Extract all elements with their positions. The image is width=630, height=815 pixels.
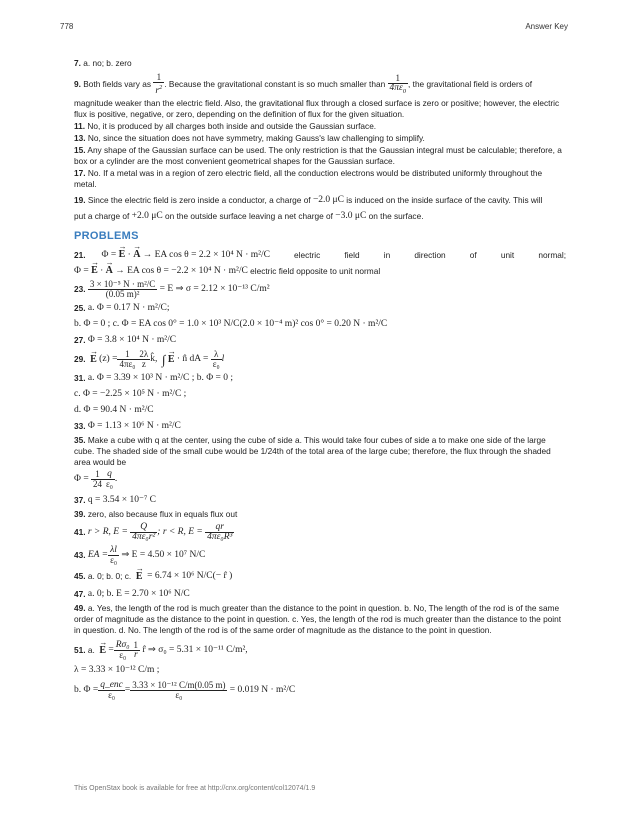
- footer-note: This OpenStax book is available for free at http://cnx.org/content/col12074/1.9: [74, 785, 316, 792]
- section-title: Answer Key: [525, 22, 568, 31]
- integral-body: · n̂ dA =: [176, 353, 209, 364]
- field-vector: → E: [99, 645, 106, 656]
- answer-text: . Because the gravitational constant is so much smaller than: [164, 79, 386, 90]
- answer-text: Any shape of the Gaussian surface can be used. The only restriction is that the Gaussian integral must be calculable; therefore, a box or a cylinder are the most convenient geometrical shapes for the Gaussian surface.: [74, 145, 562, 167]
- problem-number: 37.: [74, 494, 86, 505]
- lambda-fraction: $\frac{\lambda l}{\text{ε₀}}$: [110, 544, 118, 565]
- problem-29: [74, 349, 566, 369]
- problem-41: [74, 521, 566, 543]
- answer-number: 15.: [74, 145, 86, 156]
- charge-density-fraction: $\frac{\text{Rσ₀}}{\text{ε₀}}$: [115, 639, 130, 660]
- field-vector: → E: [136, 571, 143, 582]
- answer-text: No, since the situation does not have symmetry, making Gauss's law challenging to simplify.: [87, 133, 425, 144]
- problem-31: [74, 371, 566, 417]
- problem-33: [74, 419, 566, 433]
- answer-19: [74, 193, 566, 223]
- problem-number: 47.: [74, 588, 86, 599]
- answer-text: No, it is produced by all charges both inside and outside the Gaussian surface.: [87, 121, 377, 132]
- integral-sign: ∫: [162, 351, 166, 367]
- problem-49: [74, 603, 566, 636]
- problem-47: [74, 587, 566, 601]
- field-vector: → E: [90, 354, 97, 365]
- field-lhs: (z) =: [99, 353, 118, 364]
- equation-lhs: EA =: [87, 549, 109, 560]
- flux-result: → EA cos θ = −2.2 × 10⁴ N · m²/C: [115, 265, 248, 276]
- problem-23: [74, 280, 566, 299]
- answer-number: 7.: [74, 58, 81, 68]
- answer-text: Both fields vary as: [83, 79, 152, 90]
- enclosed-charge-fraction: $\frac{\text{q\_enc}}{\text{ε₀}}$: [100, 679, 123, 700]
- answer-part-bc: b. Φ = 0 ; c. Φ = EA cos 0° = 1.0 × 10³ N/C(2.0 × 10⁻⁴ m)² cos 0° = 0.20 N · m²/C: [74, 318, 388, 329]
- area-fraction: $\frac{1}{24}$: [93, 468, 102, 489]
- linear-density-result: λ = 3.33 × 10⁻¹² C/m ;: [74, 664, 160, 675]
- problem-number: 21.: [74, 249, 86, 260]
- case-inside: ; r < R, E =: [157, 526, 203, 537]
- answer-13: [74, 133, 566, 144]
- problem-39: [74, 509, 566, 520]
- problem-37: [74, 493, 566, 507]
- problem-45: [74, 567, 566, 585]
- equation-result: = E ⇒ σ = 2.12 × 10⁻¹³ C/m²: [159, 284, 270, 295]
- answer-9: [74, 73, 566, 120]
- numeric-fraction: $\frac{\text{3.33 × 10⁻¹² C/m(0.05 m)}}{\text{ε₀}}$: [132, 679, 226, 700]
- answer-text: a. no; b. zero: [83, 58, 132, 68]
- inverse-r-fraction: $\frac{1}{r}$: [133, 639, 139, 660]
- flux-note: electric field opposite to unit normal: [250, 265, 381, 276]
- equation-result: = 0.019 N · m²/C: [229, 684, 296, 695]
- answer-part-c: c. Φ = −2.25 × 10⁵ N · m²/C ;: [74, 388, 187, 399]
- charge-value: −2.0 μC: [312, 194, 344, 205]
- equation-result: r̂ ⇒ σ₀ = 5.31 × 10⁻¹¹ C/m²,: [142, 644, 248, 655]
- field-result: a. 0; b. E = 2.70 × 10⁶ N/C: [87, 588, 190, 599]
- answer-content: [74, 58, 566, 703]
- charge-result: q = 3.54 × 10⁻⁷ C: [87, 494, 156, 505]
- answer-number: 9.: [74, 79, 81, 90]
- answer-text: Since the electric field is zero inside a conductor, a charge of: [87, 194, 311, 205]
- flux-symbol: Φ =: [74, 473, 89, 484]
- problem-27: [74, 333, 566, 347]
- answer-number: 13.: [74, 133, 86, 144]
- answer-parts: a. 0; b. 0; c.: [87, 570, 132, 581]
- flux-equation: Φ = → E · → A: [74, 265, 113, 277]
- field-result: = 6.74 × 10⁶ N/C(− r̂ ): [147, 570, 233, 581]
- answer-11: [74, 121, 566, 132]
- answer-text: , the gravitational field is orders of: [408, 79, 533, 90]
- flux-note: electric field in direction of unit normal;: [294, 249, 566, 260]
- problem-21: [74, 248, 566, 278]
- answer-part-ab: a. Φ = 3.39 × 10³ N · m²/C ; b. Φ = 0 ;: [87, 372, 234, 383]
- lambda-fraction: $\frac{2\lambda}{z}$: [139, 348, 149, 369]
- charge-fraction: $\frac{q}{\text{ε₀}}$: [106, 468, 113, 489]
- flux-result: → EA cos θ = 2.2 × 10⁴ N · m²/C: [142, 249, 270, 260]
- problem-number: 51.: [74, 644, 86, 655]
- problem-number: 41.: [74, 526, 86, 537]
- problem-51: 51. a. → E = $\frac{\text{Rσ₀}}{\text{ε₀}}$ $\frac{1}{r}$ r̂ ⇒ σ₀ = 5.31 × 10⁻¹¹ C/m², λ = 3.33 × 10⁻¹² C/m ; b. Φ = $\frac{\text{q\_enc}}{\text{ε₀}}$ = $\frac{\text{3.33 × 10⁻¹² C/m(0.05 m)}}{\text{ε₀}}$ = 0.019 N · m²/C: [74, 639, 566, 701]
- answer-text: is induced on the inside surface of the cavity. This will: [346, 194, 543, 205]
- page-number: 778: [60, 22, 74, 31]
- answer-15: [74, 145, 566, 167]
- flux-equation: Φ = → E · → A: [102, 249, 141, 261]
- problem-25: [74, 301, 566, 331]
- answer-text: on the surface.: [368, 210, 424, 221]
- coulomb-fraction: $\frac{1}{\text{4πε₀}}$: [119, 348, 136, 369]
- problem-43: [74, 545, 566, 565]
- answer-text: on the outside surface leaving a net charge of: [165, 210, 333, 221]
- problem-number: 31.: [74, 372, 86, 383]
- result-fraction: $\frac{\lambda}{\text{ε₀}}$: [212, 348, 220, 369]
- case-outside: r > R, E =: [87, 526, 128, 537]
- problem-35: 35. Make a cube with q at the center, using the cube of side a. This would take four cubes of side a to make one side of the large cube. The shaded side of the small cube would be 1/24th of the total area of the large cube; therefore, the flux through the shaded area would be Φ = $\frac{1}{24}$ $\frac{q}{\text{ε₀}}$ .: [74, 435, 551, 489]
- part-b-lhs: b. Φ =: [74, 684, 99, 695]
- problem-number: 45.: [74, 570, 86, 581]
- problem-number: 25.: [74, 302, 86, 313]
- flux-result: Φ = 1.13 × 10⁶ N · m²/C: [87, 420, 181, 431]
- problem-number: 35.: [74, 435, 86, 446]
- answer-text: No. If a metal was in a region of zero electric field, all the conduction electrons would be distributed uniformly throughout the metal.: [74, 168, 543, 190]
- answer-number: 17.: [74, 168, 86, 179]
- problem-text: Make a cube with q at the center, using the cube of side a. This would take four cubes of side a to make one side of the large cube. The shaded side of the small cube would be 1/24th of the total area of the large cube; therefore, the flux through the shaded area would be: [74, 435, 551, 468]
- problem-number: 33.: [74, 420, 86, 431]
- answer-number: 19.: [74, 194, 86, 205]
- length-symbol: l: [221, 353, 225, 364]
- equation-result: ⇒ E = 4.50 × 10⁷ N/C: [121, 549, 206, 560]
- answer-part-d: d. Φ = 90.4 N · m²/C: [74, 404, 154, 415]
- inverse-square-fraction: $\frac{1}{r^2}$: [155, 72, 163, 97]
- charge-value: +2.0 μC: [131, 210, 163, 221]
- answer-text: magnitude weaker than the electric field. Also, the gravitational flux through a closed surface is zero or positive; however, the electric flux is positive, negative, or zero, depending on the definition of flux for the given situation.: [74, 98, 560, 120]
- field-inside-fraction: $\frac{qr}{\text{4πε₀R³}}$: [207, 521, 233, 542]
- coulomb-constant-fraction: $\frac{1}{4\pi\varepsilon_0}$: [389, 72, 407, 95]
- charge-value: −3.0 μC: [335, 210, 367, 221]
- problem-text: zero, also because flux in equals flux out: [87, 509, 238, 520]
- answer-part-a: a. Φ = 0.17 N · m²/C;: [87, 302, 170, 313]
- flux-result: Φ = 3.8 × 10⁴ N · m²/C: [87, 334, 177, 345]
- field-outside-fraction: $\frac{Q}{\text{4πε₀r²}}$: [132, 521, 156, 542]
- problem-number: 39.: [74, 509, 86, 520]
- unit-vector: k̂,: [150, 353, 158, 364]
- problem-number: 49.: [74, 603, 86, 614]
- problems-heading: PROBLEMS: [74, 230, 139, 243]
- problem-text: a. Yes, the length of the rod is much greater than the distance to the point in question. b. No, The length of the rod is of the same order of magnitude as the distance to the point in question. c. Yes, the length of the rod is much greater than the distance to the point in question. d. No. The length of the rod is of the same order of magnitude as the distance to the point in question.: [74, 603, 562, 636]
- problem-number: 23.: [74, 284, 86, 295]
- field-vector: → E: [168, 354, 175, 365]
- problem-number: 29.: [74, 353, 86, 364]
- answer-7: [74, 58, 566, 69]
- flux-fraction: $\frac{\text{3 × 10⁻⁵ N · m²/C}}{\text{(0.05 m)²}}$: [89, 279, 156, 300]
- answer-text: put a charge of: [74, 210, 130, 221]
- problem-number: 27.: [74, 334, 86, 345]
- answer-17: [74, 168, 566, 190]
- part-label: a.: [87, 644, 95, 655]
- problem-number: 43.: [74, 549, 86, 560]
- answer-number: 11.: [74, 121, 86, 132]
